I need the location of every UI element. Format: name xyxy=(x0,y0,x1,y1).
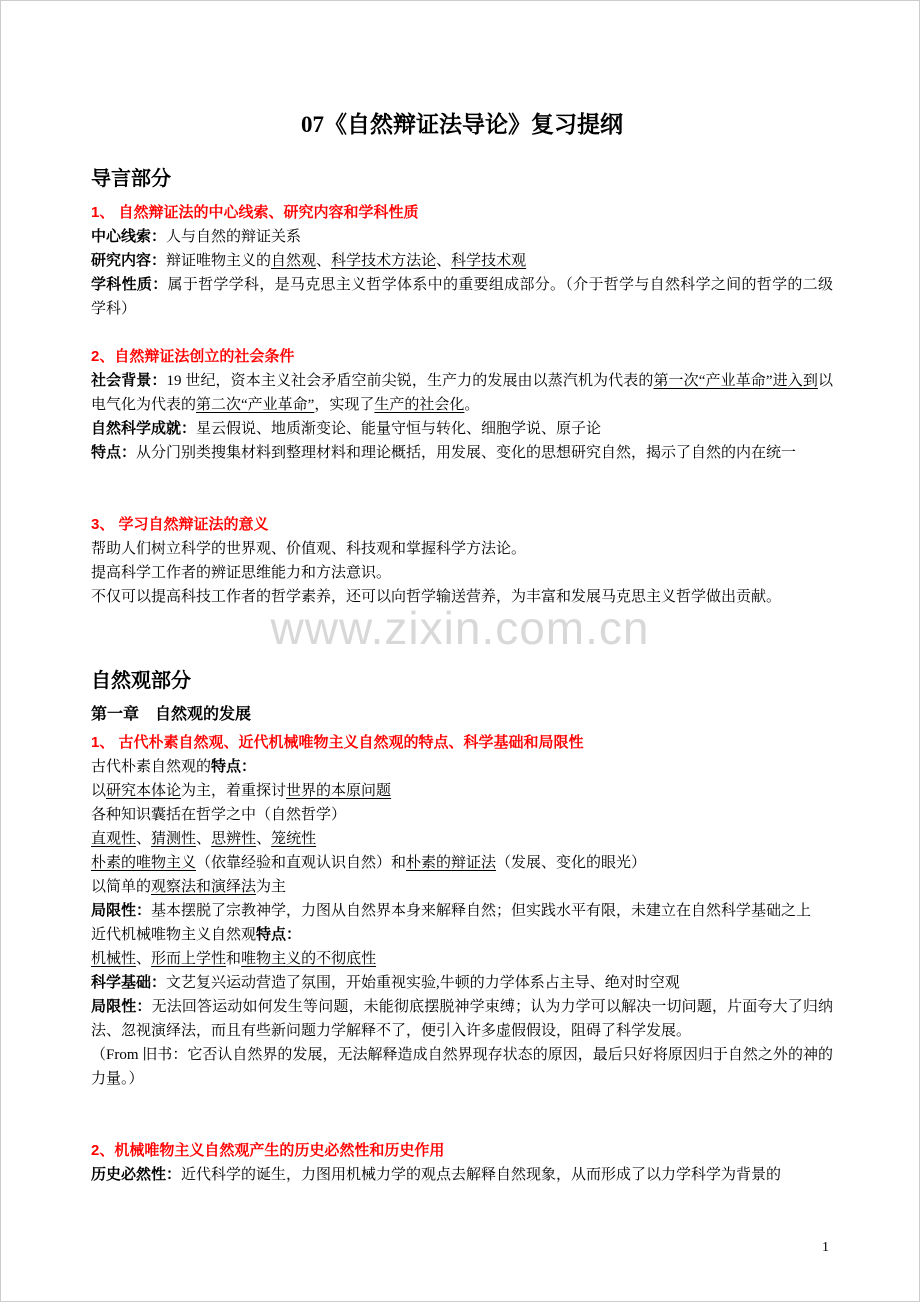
text-run: 中心线索： xyxy=(91,229,167,245)
text-run: （From 旧书：它否认自然界的发展，无法解释造成自然界现存状态的原因，最后只好将原因归于自然之外的神的力量。） xyxy=(91,1047,833,1087)
text-run: 古代朴素自然观的 xyxy=(91,759,212,775)
text-run: 笼统性 xyxy=(271,831,317,847)
blank-line xyxy=(91,489,833,513)
blank-line xyxy=(91,1115,833,1139)
text-run: 07《自然辩证法导论》复习提纲 xyxy=(301,112,623,137)
paragraph xyxy=(91,803,833,827)
blank-line xyxy=(91,609,833,633)
paragraph xyxy=(91,1163,833,1187)
text-run: 历史必然性： xyxy=(91,1167,182,1183)
watermark: www.zixin.com.cn xyxy=(270,602,650,654)
paragraph xyxy=(91,441,833,465)
text-run: 思辨性 xyxy=(211,831,257,847)
text-run: 帮助人们树立科学的世界观、价值观、科技观和掌握科学方法论。 xyxy=(91,541,527,557)
paragraph xyxy=(91,875,833,899)
text-run: 1、 自然辩证法的中心线索、研究内容和学科性质 xyxy=(91,204,419,221)
paragraph xyxy=(91,851,833,875)
text-run: 观察法和演绎法 xyxy=(151,879,257,895)
text-run: 局限性： xyxy=(91,999,152,1015)
text-run: 科学技术观 xyxy=(451,253,527,269)
blank-line xyxy=(91,1091,833,1115)
text-run: 形而上学性 xyxy=(151,951,227,967)
text-run: 人与自然的辩证关系 xyxy=(166,229,302,245)
numbered-topic-heading xyxy=(91,201,833,225)
paragraph xyxy=(91,827,833,851)
text-run: 朴素的辩证法 xyxy=(406,855,497,871)
numbered-topic-heading xyxy=(91,345,833,369)
text-run: 直观性 xyxy=(91,831,137,847)
text-run: 特点： xyxy=(211,759,257,775)
text-run: 自然科学成就： xyxy=(91,421,197,437)
text-run: 19 世纪，资本主义社会矛盾空前尖锐，生产力的发展由以蒸汽机为代表的 xyxy=(166,373,654,389)
paragraph xyxy=(91,1043,833,1091)
text-run: 导言部分 xyxy=(91,168,171,190)
text-run: 自然观部分 xyxy=(91,670,191,692)
text-run: 以简单的 xyxy=(91,879,152,895)
text-run: 基本摆脱了宗教神学，力图从自然界本身来解释自然；但实践水平有限，未建立在自然科学基础之上 xyxy=(151,903,812,919)
text-run: 辩证唯物主义的 xyxy=(166,253,272,269)
paragraph xyxy=(91,971,833,995)
blank-line xyxy=(91,321,833,345)
text-run: 、 xyxy=(316,253,332,269)
text-run: 朴素的唯物主义 xyxy=(91,855,197,871)
text-run: 和 xyxy=(226,951,242,967)
text-run: 研究本体论 xyxy=(106,783,182,799)
text-run: 机械性 xyxy=(91,951,137,967)
text-run: 、 xyxy=(436,253,452,269)
numbered-topic-heading xyxy=(91,731,833,755)
text-run: 。 xyxy=(464,397,480,413)
document-body xyxy=(91,109,833,1187)
paragraph xyxy=(91,417,833,441)
text-run: 局限性： xyxy=(91,903,152,919)
text-run: 第一章 自然观的发展 xyxy=(91,706,252,723)
numbered-topic-heading xyxy=(91,513,833,537)
text-run: 近代科学的诞生，力图用机械力学的观点去解释自然现象，从而形成了以力学科学为背景的 xyxy=(181,1167,782,1183)
blank-line xyxy=(91,633,833,657)
text-run: 属于哲学学科，是马克思主义哲学体系中的重要组成部分。（介于哲学与自然科学之间的哲学的二级学科） xyxy=(91,277,833,317)
blank-line xyxy=(91,465,833,489)
text-run: 为主 xyxy=(256,879,287,895)
text-run: ，实现了 xyxy=(314,397,375,413)
paragraph xyxy=(91,273,833,321)
paragraph xyxy=(91,537,833,561)
paragraph xyxy=(91,947,833,971)
text-run: 以 xyxy=(91,783,107,799)
text-run: 第一次“产业革命”进入到 xyxy=(653,373,818,389)
text-run: 各种知识囊括在哲学之中（自然哲学） xyxy=(91,807,347,823)
text-run: 猜测性 xyxy=(151,831,197,847)
text-run: （发展、变化的眼光） xyxy=(496,855,647,871)
text-run: 星云假说、地质渐变论、能量守恒与转化、细胞学说、原子论 xyxy=(196,421,602,437)
text-run: 文艺复兴运动营造了氛围，开始重视实验,牛顿的力学体系占主导、绝对时空观 xyxy=(166,975,680,991)
text-run: 自然观 xyxy=(271,253,317,269)
paragraph xyxy=(91,755,833,779)
text-run: 科学技术方法论 xyxy=(331,253,437,269)
text-run: 3、 学习自然辩证法的意义 xyxy=(91,516,269,533)
paragraph xyxy=(91,369,833,417)
text-run: 社会背景： xyxy=(91,373,167,389)
text-run: 特点： xyxy=(256,927,302,943)
text-run: 、 xyxy=(136,951,152,967)
text-run: 近代机械唯物主义自然观 xyxy=(91,927,257,943)
text-run: 学科性质： xyxy=(91,277,168,293)
text-run: （依靠经验和直观认识自然）和 xyxy=(196,855,407,871)
paragraph xyxy=(91,585,833,609)
text-run: 唯物主义的不彻底性 xyxy=(241,951,377,967)
text-run: 2、机械唯物主义自然观产生的历史必然性和历史作用 xyxy=(91,1142,445,1159)
chapter-heading xyxy=(91,703,833,727)
text-run: 为主，着重探讨 xyxy=(181,783,287,799)
section-heading xyxy=(91,165,833,193)
text-run: 特点： xyxy=(91,445,137,461)
paragraph xyxy=(91,899,833,923)
section-heading xyxy=(91,667,833,695)
text-run: 世界的本原问题 xyxy=(286,783,392,799)
text-run: 第二次“产业革命” xyxy=(196,397,315,413)
text-run: 、 xyxy=(136,831,152,847)
text-run: 生产的社会化 xyxy=(374,397,465,413)
paragraph xyxy=(91,225,833,249)
paragraph xyxy=(91,561,833,585)
text-run: 、 xyxy=(196,831,212,847)
text-run: 科学基础： xyxy=(91,975,167,991)
document-title xyxy=(91,109,833,141)
text-run: 、 xyxy=(256,831,272,847)
text-run: 以电气化为代表的 xyxy=(91,373,833,413)
page-number: 1 xyxy=(822,1240,829,1255)
text-run: 提高科学工作者的辨证思维能力和方法意识。 xyxy=(91,565,392,581)
text-run: 从分门别类搜集材料到整理材料和理论概括，用发展、变化的思想研究自然，揭示了自然的内在统一 xyxy=(136,445,797,461)
paragraph xyxy=(91,779,833,803)
paragraph xyxy=(91,995,833,1043)
text-run: 2、自然辩证法创立的社会条件 xyxy=(91,348,295,365)
paragraph xyxy=(91,249,833,273)
text-run: 1、 古代朴素自然观、近代机械唯物主义自然观的特点、科学基础和局限性 xyxy=(91,734,584,751)
paragraph xyxy=(91,923,833,947)
text-run: 无法回答运动如何发生等问题，未能彻底摆脱神学束缚；认为力学可以解决一切问题，片面夸大了归纳法、忽视演绎法，而且有些新问题力学解释不了，便引入许多虚假假设，阻碍了科学发展。 xyxy=(91,999,833,1039)
text-run: 不仅可以提高科技工作者的哲学素养，还可以向哲学输送营养，为丰富和发展马克思主义哲学做出贡献。 xyxy=(91,589,782,605)
numbered-topic-heading xyxy=(91,1139,833,1163)
text-run: 研究内容： xyxy=(91,253,167,269)
